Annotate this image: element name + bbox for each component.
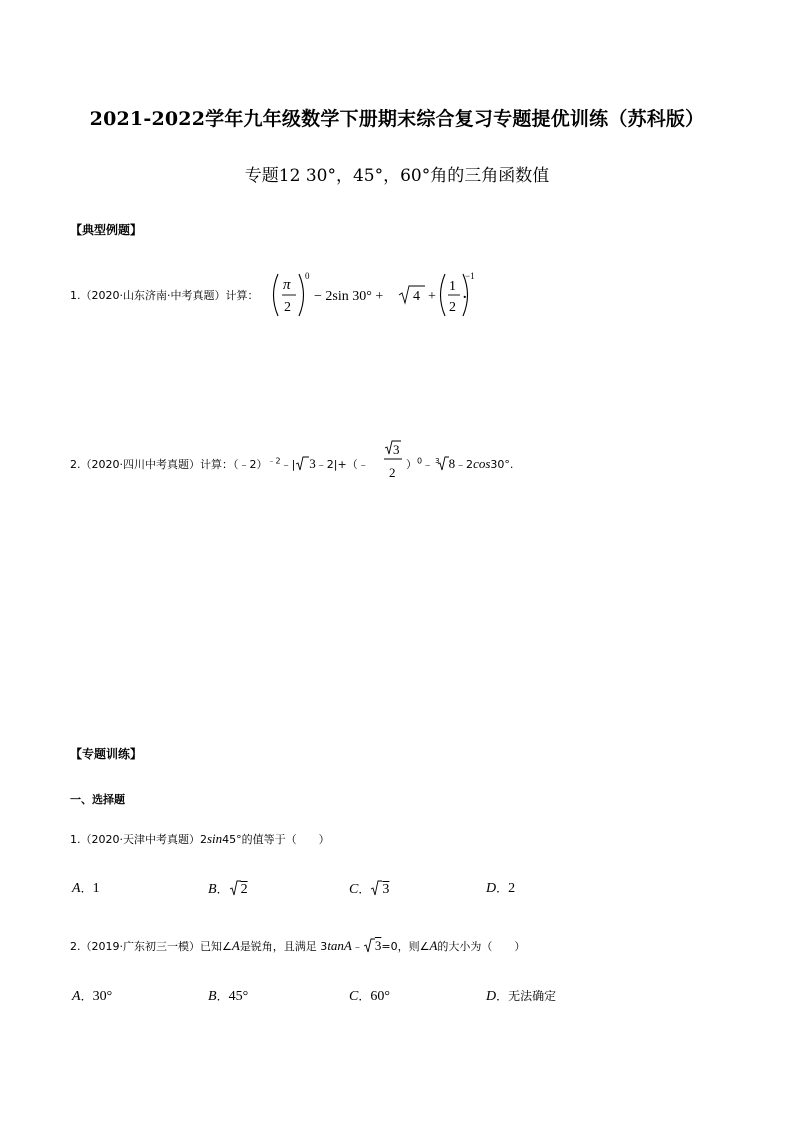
q1-prefix: 1.（2020·天津中考真题）2 bbox=[70, 833, 207, 846]
option-label: A bbox=[72, 881, 81, 896]
example-2-fraction bbox=[381, 437, 409, 485]
fraction-den: 2 bbox=[389, 465, 396, 480]
q2-radicand: 3 bbox=[374, 938, 382, 953]
q2-option-a[interactable]: A．30° bbox=[72, 989, 113, 1004]
sqrt-symbol bbox=[370, 879, 382, 897]
q2-mid: 是锐角，且满足 3 bbox=[239, 940, 328, 953]
example-1-prefix: 1.（2020·山东济南·中考真题）计算： bbox=[70, 289, 259, 302]
option-text: 无法确定 bbox=[508, 989, 557, 1003]
q1-option-b[interactable]: B． 2 bbox=[208, 879, 248, 898]
sqrt-symbol bbox=[363, 937, 375, 954]
cube-root-symbol bbox=[437, 455, 449, 472]
option-label: B bbox=[208, 882, 217, 897]
q1-option-d[interactable]: D．2 bbox=[486, 881, 516, 896]
formula-two-b: 2 bbox=[449, 300, 456, 315]
formula-plus: + bbox=[428, 289, 436, 304]
q1-suffix: 45°的值等于（ ） bbox=[222, 833, 330, 846]
q1-option-a[interactable]: A．1 bbox=[72, 881, 100, 896]
formula-exp-zero: 0 bbox=[305, 271, 310, 281]
option-label: B bbox=[208, 989, 217, 1004]
section-heading-examples: 【典型例题】 bbox=[70, 223, 143, 237]
q1-sin: sin bbox=[206, 831, 223, 846]
option-label: D bbox=[486, 989, 497, 1004]
example-2-prefix: 2.（2020·四川中考真题）计算：（﹣2） bbox=[70, 458, 268, 471]
example-2-line bbox=[70, 455, 369, 472]
sqrt-symbol bbox=[295, 455, 309, 472]
q2-option-b[interactable]: B．45° bbox=[208, 989, 249, 1004]
q2-option-c[interactable]: C．60° bbox=[349, 989, 390, 1004]
document-subtitle: 专题12 30°，45°，60°角的三角函数值 bbox=[244, 166, 550, 186]
q1-option-c[interactable]: C． 3 bbox=[349, 879, 389, 898]
option-text: 3 bbox=[382, 882, 390, 897]
question-2-stem bbox=[70, 937, 525, 954]
option-text: 2 bbox=[508, 881, 516, 896]
example-1-end: . bbox=[463, 287, 467, 302]
fraction-num: 3 bbox=[393, 442, 400, 457]
formula-pi: π bbox=[283, 277, 291, 293]
example-2-exp0: 0 bbox=[417, 456, 423, 466]
question-1-stem bbox=[70, 831, 330, 847]
option-label: C bbox=[349, 989, 359, 1004]
formula-sqrt-radicand: 4 bbox=[413, 289, 420, 304]
example-2-sqrt3: 3 bbox=[309, 456, 316, 471]
example-2-cube-index: 3 bbox=[435, 457, 440, 466]
option-text: 1 bbox=[92, 881, 100, 896]
formula-two: 2 bbox=[284, 300, 291, 315]
example-2-part6: ﹣2 bbox=[455, 458, 474, 471]
q2-minus: ﹣ bbox=[351, 940, 363, 953]
q2-prefix: 2.（2019·广东初三一模）已知∠ bbox=[70, 940, 232, 953]
section-heading-choice: 一、选择题 bbox=[70, 793, 125, 806]
example-2-part5: ﹣ bbox=[422, 458, 434, 471]
q2-tan: tanA bbox=[327, 938, 352, 953]
sqrt-symbol bbox=[229, 879, 241, 897]
example-2-part4: ） bbox=[406, 458, 417, 471]
formula-one: 1 bbox=[449, 279, 456, 294]
q2-option-d[interactable]: D．无法确定 bbox=[486, 989, 557, 1004]
q2-suffix: 的大小为（ ） bbox=[437, 940, 526, 953]
example-2-exp: ﹣2 bbox=[267, 456, 281, 466]
example-2-part2: ﹣| bbox=[280, 458, 296, 471]
q2-angle-a2: A bbox=[429, 938, 438, 953]
formula-exp-neg-one: −1 bbox=[465, 271, 475, 281]
option-text: 60° bbox=[370, 989, 390, 1004]
option-text: 30° bbox=[92, 989, 113, 1004]
example-2-cos: cos bbox=[473, 456, 491, 471]
option-label: D bbox=[486, 881, 497, 896]
example-2-cube-radicand: 8 bbox=[448, 456, 456, 471]
section-heading-training: 【专题训练】 bbox=[70, 747, 143, 761]
q2-angle-a: A bbox=[231, 938, 240, 953]
option-label: C bbox=[349, 882, 359, 897]
option-text: 45° bbox=[228, 989, 249, 1004]
example-2-part7: 30°. bbox=[490, 458, 514, 471]
q2-eq: =0，则∠ bbox=[381, 940, 430, 953]
example-2-line-tail bbox=[406, 455, 513, 472]
document-title: 2021-2022学年九年级数学下册期末综合复习专题提优训练（苏科版） bbox=[89, 108, 705, 130]
example-2-part3: ﹣2|+（﹣ bbox=[315, 458, 369, 471]
example-1-formula bbox=[268, 270, 478, 322]
option-text: 2 bbox=[240, 882, 248, 897]
formula-sin-term: − 2sin 30° + bbox=[314, 289, 384, 304]
option-label: A bbox=[72, 989, 81, 1004]
